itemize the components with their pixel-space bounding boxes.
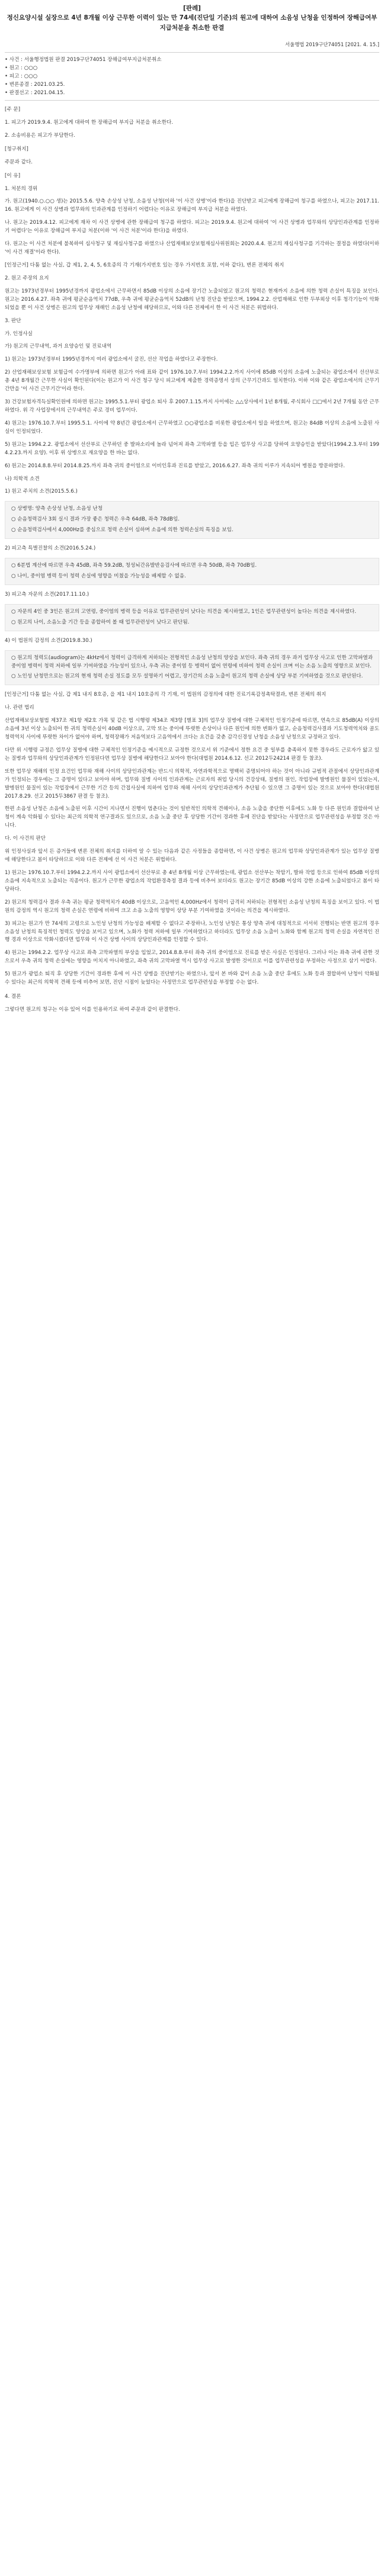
medical-heading: 1) 원고 주치의 소견(2015.5.6.): [5, 489, 78, 495]
paragraph: 원고는 1973년경부터 1995년경까지 광업소에서 근무하면서 85dB 이상의 소음에 장기간 노출되었고 원고의 청력은 현재까지 소음에 의한 청력 손실이 특징을 보인다. 원고는 2016.4.27. 좌측 귀에 평균순음역치 77dB, 우측 귀에 평균순음역치 52dB의 난청 진단을 받았으며, 1994.2.2. 산업재해로 인한 두부외상 이후 청각기능이 악화되었을 뿐 이 사건 상병은 원고의 업무상 재해인 소음성 난청에 해당하므로, 이와 다른 전제에서 한 이 사건 처분은 위법하다.: [5, 288, 379, 311]
order-item: 2. 소송비용은 피고가 부담한다.: [5, 132, 75, 139]
reasons-heading: [이 유]: [5, 172, 21, 179]
box-line: ○ 6분법 계산에 따르면 우측 45dB, 좌측 59.2dB, 청성뇌간유발반응검사에 따르면 우측 50dB, 좌측 70dB임.: [11, 563, 257, 569]
paragraph: 5) 원고는 1994.2.2. 광업소에서 선산부로 근무하던 중 발파소리에 놀라 넘어져 좌측 고막파열 등을 입은 업무상 사고를 당하여 요양승인을 받았다(1994.2.3.부터 1994.2.23.까지 요양). 이후 위 상병으로 재요양을 한 바는 없다.: [5, 441, 379, 456]
section-heading: 1. 처분의 경위: [5, 185, 38, 192]
case-info-line: • 피고 : ○○○: [5, 73, 38, 80]
paragraph: 2) 원고의 청력검사 결과 우측 귀는 평균 청력역치가 40dB 이상으로, 고음역인 4,000Hz에서 청력이 급격히 저하되는 전형적인 소음성 난청의 특징을 보이고 있다. 이 법원의 감정의 역시 원고의 청력 손실은 연령에 비하여 크고 소음 노출의 영향이 상당 부분 기여하였을 것이라는 의견을 제시하였다.: [5, 899, 379, 914]
paragraph: 또한 업무상 재해의 인정 요건인 업무와 재해 사이의 상당인과관계는 반드시 의학적, 자연과학적으로 명백히 증명되어야 하는 것이 아니라 규범적 관점에서 상당인과관계가 인정되는 경우에는 그 증명이 있다고 보아야 하며, 업무와 질병 사이의 인과관계는 근로자의 취업 당시의 건강상태, 질병의 원인, 작업장에 발병원인 물질이 있었는지, 발병원인 물질이 있는 작업장에서 근무한 기간 등의 간접사실에 의하여 업무와 재해 사이의 상당인과관계가 추단될 수 있으면 그 증명이 있는 것으로 보아야 한다(대법원 2017.8.29. 선고 2015두3867 판결 등 참조).: [5, 768, 380, 799]
divider: [5, 52, 379, 53]
document-header: [5, 4, 379, 33]
evidence-basis: [인정근거] 다툼 없는 사실, 갑 제1 내지 8호증, 을 제1 내지 10호증의 각 기재, 이 법원의 감정의에 대한 진료기록감정촉탁결과, 변론 전체의 취지: [5, 692, 327, 698]
medical-opinion-box: [5, 604, 379, 631]
subsection-heading: 가) 원고의 근무내역, 과거 요양승인 및 진료내역: [5, 343, 112, 350]
paragraph: 한편 소음성 난청은 소음에 노출된 이후 시간이 지나면서 진행이 멈춘다는 것이 일반적인 의학적 견해이나, 소음 노출을 중단한 이후에도 노화 등 다른 원인과 결합하여 난청이 계속 악화될 수 있다는 최근의 의학적 연구결과도 있으므로, 소음 노출 중단 후 상당한 기간이 경과한 후에 진단을 받았다는 사정만으로 업무관련성을 부정할 것은 아니다.: [5, 806, 379, 829]
claim-text: 주문과 같다.: [5, 159, 33, 165]
box-line: ○ 상병명: 양측 손상성 난청, 소음성 난청: [11, 506, 103, 512]
paragraph: 4) 원고는 1994.2.2. 업무상 사고로 좌측 고막파열의 부상을 입었고, 2014.8.8.부터 좌측 귀의 중이염으로 진료를 받은 사실은 인정된다. 그러나 이는 좌측 귀에 관한 것으로서 우측 귀의 청력 손실에는 영향을 미치지 아니하였고, 좌측 귀의 고막파열 역시 업무상 사고로 발생한 것이므로 이를 업무관련성을 부정하는 사정으로 삼기 어렵다.: [5, 950, 379, 965]
reasons-section: [5, 172, 379, 1014]
order-item: 1. 피고가 2019.9.4. 원고에게 대하여 한 장해급여 부지급 처분을 취소한다.: [5, 119, 174, 126]
paragraph: 위 인정사실과 앞서 든 증거들에 변론 전체의 취지를 더하여 알 수 있는 다음과 같은 사정들을 종합하면, 이 사건 상병은 원고의 업무와 상당인과관계가 있는 업무상 질병에 해당한다고 봄이 타당하므로 이와 다른 전제에 선 이 사건 처분은 위법하다.: [5, 849, 379, 863]
case-info-line: • 사건 : 서울행정법원 판결 2019구단74051 장해급여부지급처분취소: [5, 57, 162, 63]
paragraph: 2) 산업재해보상보험 보험급여 수가명부에 의하면 원고가 아래 표와 같이 1976.10.7.부터 1994.2.2.까지 사이에 85dB 이상의 소음에 노출되는 광업소에서 선산부로 총 4년 8개월간 근무한 사실이 확인된다(이는 원고가 이 사건 청구 당시 피고에게 제출한 경력증명서 상의 근무기간과도 일치한다). 이하 이와 같은 광업소에서의 근무기간만을 '이 사건 근무기간'이라 한다.: [5, 370, 379, 393]
paragraph: 1) 원고는 1976.10.7.부터 1994.2.2.까지 사이 광업소에서 선산부로 총 4년 8개월 이상 근무하였는데, 광업소 선산부는 착암기, 발파 작업 등으로 인하여 85dB 이상의 소음에 지속적으로 노출되는 직종이다. 원고가 근무한 광업소의 작업환경측정 결과 등에 비추어 보더라도 원고는 장기간 85dB 이상의 강한 소음에 노출되었다고 봄이 타당하다.: [5, 870, 379, 892]
paragraph: 다. 원고는 이 사건 처분에 불복하여 심사청구 및 재심사청구를 하였으나 산업재해보상보험재심사위원회는 2020.4.4. 원고의 재심사청구를 기각하는 결정을 하였다(이하 '이 사건 재결'이라 한다).: [5, 241, 379, 256]
claim-heading: [청구취지]: [5, 146, 28, 152]
box-line: ○ 순음청력검사에서 4,000Hz를 중심으로 청력 손실이 심하며 소음에 의한 청력손실의 특징을 보임.: [11, 527, 233, 534]
paragraph: 다만 위 시행령 규정은 업무상 질병에 대한 구체적인 인정기준을 예시적으로 규정한 것으로서 위 기준에서 정한 요건 중 일부를 충족하지 못한 경우라도 근로자가 앓고 있는 질병과 업무와의 상당인과관계가 인정된다면 업무상 질병에 해당한다고 보아야 한다(대법원 2014.6.12. 선고 2012두24214 판결 등 참조).: [5, 747, 379, 762]
section-heading: 다. 이 사건의 판단: [5, 836, 46, 842]
paragraph: 산업재해보상보험법 제37조 제1항 제2호 가목 및 같은 법 시행령 제34조 제3항 [별표 3]의 업무상 질병에 대한 구체적인 인정기준에 따르면, 연속으로 85dB(A) 이상의 소음에 3년 이상 노출되어 한 귀의 청력손실이 40dB 이상으로, 고막 또는 중이에 뚜렷한 손상이나 다른 원인에 의한 변화가 없고, 순음청력검사결과 기도청력역치와 골도청력역치 사이에 뚜렷한 차이가 없어야 하며, 청력장해가 저음역보다 고음역에서 크다는 요건을 갖춘 감각신경성 난청을 소음성 난청으로 규정하고 있다.: [5, 718, 379, 741]
box-line: ○ 순음청력검사 3회 실시 결과 가장 좋은 청력은 우측 64dB, 좌측 78dB임.: [11, 516, 180, 523]
paragraph: 가. 원고(1940.○.○○ 생)는 2015.5.6. 양측 손상성 난청, 소음성 난청(이하 '이 사건 상병'이라 한다)을 진단받고 피고에게 장해급여 청구를 하였으나, 피고는 2017.11.16. 원고에게 이 사건 상병과 업무와의 인과관계를 인정하기 어렵다는 이유로 장해급여 부지급 처분을 하였다.: [5, 198, 379, 213]
paragraph: 4) 원고는 1976.10.7.부터 1995.5.1. 사이에 약 8년간 광업소에서 근무하였고 ○○광업소를 비롯한 광업소에서 일을 하였으며, 원고는 84dB 이상의 소음에 노출된 사실이 인정되었다.: [5, 420, 379, 435]
paragraph: 3) 건강보험자격득실확인원에 의하면 원고는 1995.5.1.부터 광업소 퇴사 후 2007.1.15.까지 사이에는 △△상사에서 1년 8개월, 주식회사 □□에서 2년 7개월 동안 근무하였다. 위 각 사업장에서의 근무내역은 주로 경비 업무이다.: [5, 399, 379, 413]
case-info: [5, 56, 379, 98]
medical-heading: 2) 피고측 특별진찰의 소견(2016.5.24.): [5, 545, 96, 552]
order-section: [5, 106, 379, 140]
case-info-line: • 원고 : ○○○: [5, 65, 38, 72]
subsection-heading: 가. 인정사실: [5, 330, 33, 337]
divider: [5, 100, 379, 101]
case-info-line: • 변론종결 : 2021.03.25.: [5, 82, 65, 88]
order-heading: [주 문]: [5, 107, 21, 113]
subsection-heading: 나) 의학적 소견: [5, 476, 40, 482]
document-tag: [판례]: [183, 5, 201, 12]
box-line: ○ 자문의 4인 중 3인은 원고의 고연령, 중이염의 병력 등을 이유로 업무관련성이 낮다는 의견을 제시하였고, 1인은 업무관련성이 높다는 의견을 제시하였다.: [11, 608, 357, 615]
section-heading: 3. 판단: [5, 317, 21, 324]
paragraph: 1) 원고는 1973년경부터 1995년경까지 여러 광업소에서 굴진, 선산 작업을 하였다고 주장한다.: [5, 356, 218, 363]
section-heading: 나. 관련 법리: [5, 705, 34, 711]
case-reference: 서울행법 2019구단74051 [2021. 4. 15.]: [285, 41, 379, 47]
document-title: 정신요양시설 실장으로 4년 8개월 이상 근무한 이력이 있는 만 74세(진단일 기준)의 원고에 대하여 소음성 난청을 인정하여 장해급여부지급처분을 취소한 판결: [7, 14, 377, 31]
medical-opinion-box: [5, 558, 379, 585]
paragraph: 5) 원고가 광업소 퇴직 후 상당한 기간이 경과한 후에 이 사건 상병을 진단받기는 하였으나, 앞서 본 바와 같이 소음 노출 중단 후에도 노화 등과 결합하여 난청이 악화될 수 있다는 최근의 의학적 견해 등에 비추어 보면, 진단 시점이 늦었다는 사정만으로 업무관련성을 부정할 수는 없다.: [5, 971, 379, 986]
box-line: ○ 나이, 중이염 병력 등이 청력 손실에 영향을 미쳤을 가능성을 배제할 수 없음.: [11, 573, 186, 579]
claim-section: [5, 146, 379, 167]
box-line: ○ 원고의 청력도(audiogram)는 4kHz에서 청력이 급격하게 저하되는 전형적인 소음성 난청의 양상을 보인다. 좌측 귀의 경우 과거 업무상 사고로 인한 고막파열과 중이염 병력이 청력 저하에 일부 기여하였을 가능성이 있으나, 우측 귀는 중이염 등 병력이 없어 연령에 비하여 청력 손실이 크며 이는 소음 노출의 영향으로 보인다.: [11, 654, 373, 669]
section-heading: 4. 결론: [5, 994, 21, 1000]
case-info-line: • 판결선고 : 2021.04.15.: [5, 90, 65, 97]
paragraph: 3) 피고는 원고가 만 74세의 고령으로 노인성 난청의 가능성을 배제할 수 없다고 주장하나, 노인성 난청은 통상 양측 귀에 대칭적으로 서서히 진행되는 반면 원고의 경우 소음성 난청의 특징적인 청력도 양상을 보이고 있으며, 노화가 청력 저하에 일부 기여하였다고 하더라도 업무상 소음 노출이 노화와 함께 원고의 청력 손실을 자연적인 진행 경과 이상으로 악화시켰다면 업무와 이 사건 상병 사이의 상당인과관계를 인정할 수 있다.: [5, 920, 379, 943]
conclusion-text: 그렇다면 원고의 청구는 이유 있어 이를 인용하기로 하여 주문과 같이 판결한다.: [5, 1007, 180, 1013]
medical-opinion-box: [5, 650, 379, 686]
paragraph: 6) 원고는 2014.8.8.부터 2014.8.25.까지 좌측 귀의 중이염으로 이비인후과 진료를 받았고, 2016.6.27. 좌측 귀의 이루가 지속되어 병원을 방문하였다.: [5, 462, 345, 469]
medical-heading: 4) 이 법원의 감정의 소견(2019.8.30.): [5, 637, 92, 644]
medical-heading: 3) 피고측 자문의 소견(2017.11.10.): [5, 591, 89, 598]
paragraph: 나. 원고는 2019.4.12. 피고에게 재차 이 사건 상병에 관한 장해급여 청구를 하였다. 피고는 2019.9.4. 원고에 대하여 '이 사건 상병과 업무와의 상당인과관계를 인정하기 어렵다'는 이유로 장해급여 부지급 처분(이하 '이 사건 처분'이라 한다)을 하였다.: [5, 220, 379, 235]
section-heading: 2. 원고 주장의 요지: [5, 275, 49, 281]
box-line: ○ 노인성 난청만으로는 원고의 현재 청력 손실 정도를 모두 설명하기 어렵고, 장기간의 소음 노출이 원고의 청력 손실에 상당 부분 기여하였을 것으로 판단된다.: [11, 673, 363, 680]
box-line: ○ 원고의 나이, 소음노출 기간 등을 종합하여 볼 때 업무관련성이 낮다고 판단됨.: [11, 619, 190, 625]
paragraph: [인정근거] 다툼 없는 사실, 갑 제1, 2, 4, 5, 6호증의 각 기재(가지번호 있는 경우 가지번호 포함, 이하 같다), 변론 전체의 취지: [5, 262, 284, 268]
medical-opinion-box: [5, 501, 379, 539]
